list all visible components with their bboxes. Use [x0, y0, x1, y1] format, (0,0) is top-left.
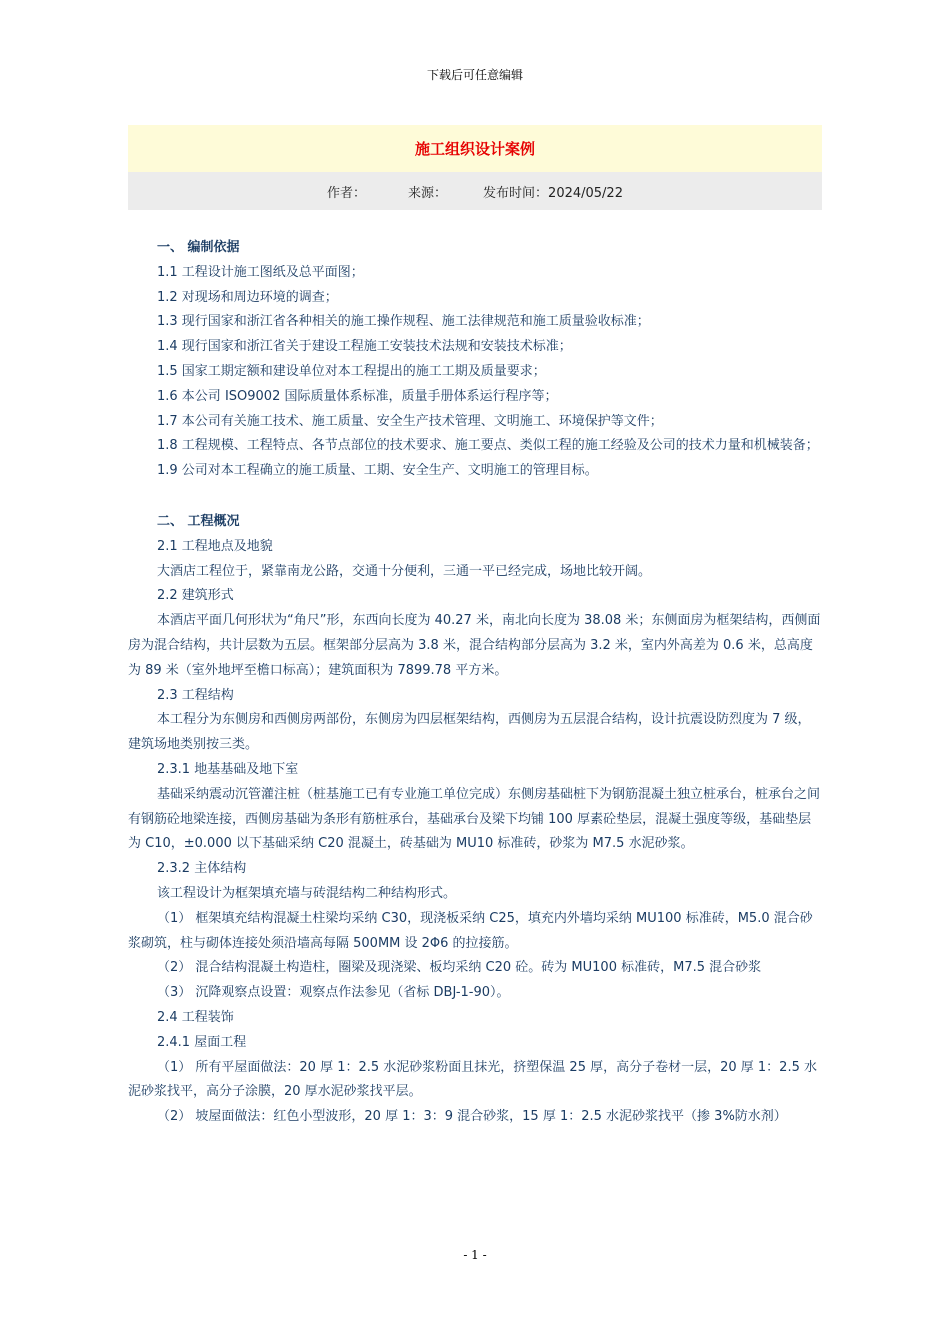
subheading: 2.4 工程装饰	[157, 1009, 234, 1025]
meta-band	[128, 172, 822, 210]
list-item: （2） 坡屋面做法：红色小型波形，20 厚 1：3：9 混合砂浆，15 厚 1：2.5 水泥砂浆找平（掺 3%防水剂）	[157, 1109, 787, 1125]
list-item: （1） 所有平屋面做法：20 厚 1：2.5 水泥砂浆粉面且抹光，挤塑保温 25 厚，高分子卷材一层，20 厚 1：2.5 水泥砂浆找平，高分子涂膜，20 厚水泥砂浆找平层。	[128, 1059, 817, 1100]
subheading: 2.3.1 地基基础及地下室	[157, 761, 299, 777]
document-body	[128, 236, 822, 1130]
list-item: 1.5 国家工期定额和建设单位对本工程提出的施工工期及质量要求；	[157, 363, 546, 379]
paragraph: 本工程分为东侧房和西侧房两部份，东侧房为四层框架结构，西侧房为五层混合结构，设计抗震设防烈度为 7 级，建筑场地类别按三类。	[128, 712, 811, 753]
subheading: 2.1 工程地点及地貌	[157, 538, 273, 554]
page-title: 施工组织设计案例	[414, 140, 535, 158]
subheading: 2.2 建筑形式	[157, 588, 234, 604]
list-item: 1.3 现行国家和浙江省各种相关的施工操作规程、施工法律规范和施工质量验收标准；	[157, 314, 650, 330]
list-item: （1） 框架填充结构混凝土柱梁均采纳 C30，现浇板采纳 C25，填充内外墙均采纳 MU100 标准砖，M5.0 混合砂浆砌筑，柱与砌体连接处须沿墙高每隔 500MM 设 2Φ6 的拉接筋。	[128, 910, 813, 951]
list-item: 1.2 对现场和周边环境的调查；	[157, 289, 338, 305]
subheading: 2.3.2 主体结构	[157, 861, 247, 877]
header-note: 下载后可任意编辑	[426, 68, 523, 82]
page-number: - 1 -	[463, 1248, 487, 1262]
paragraph: 该工程设计为框架填充墙与砖混结构二种结构形式。	[157, 885, 457, 901]
list-item: 1.6 本公司 ISO9002 国际质量体系标准，质量手册体系运行程序等；	[157, 388, 558, 404]
paragraph: 基础采纳震动沉管灌注桩（桩基施工已有专业施工单位完成）东侧房基础桩下为钢筋混凝土独立桩承台，桩承台之间有钢筋砼地梁连接，西侧房基础为条形有筋桩承台，基础承台及梁下均铺 100 厚素砼垫层，混凝土强度等级，基础垫层为 C10，±0.000 以下基础采纳 C20 混凝土，砖基础为 MU10 标准砖，砂浆为 M7.5 水泥砂浆。	[128, 786, 821, 852]
list-item: 1.4 现行国家和浙江省关于建设工程施工安装技术法规和安装技术标准；	[157, 339, 572, 355]
subheading: 2.3 工程结构	[157, 687, 234, 703]
list-item: 1.7 本公司有关施工技术、施工质量、安全生产技术管理、文明施工、环境保护等文件；	[157, 413, 663, 429]
section-heading-2: 二、 工程概况	[157, 513, 240, 529]
subheading: 2.4.1 屋面工程	[157, 1034, 247, 1050]
list-item: 1.9 公司对本工程确立的施工质量、工期、安全生产、文明施工的管理目标。	[157, 463, 598, 479]
title-band	[128, 125, 822, 172]
section-heading-1: 一、 编制依据	[157, 240, 240, 255]
list-item: 1.8 工程规模、工程特点、各节点部位的技术要求、施工要点、类似工程的施工经验及公司的技术力量和机械装备；	[157, 438, 819, 454]
meta-source: 来源：	[408, 185, 448, 201]
list-item: 1.1 工程设计施工图纸及总平面图；	[157, 264, 364, 280]
list-item: （2） 混合结构混凝土构造柱，圈梁及现浇梁、板均采纳 C20 砼。砖为 MU100 标准砖，M7.5 混合砂浆	[157, 960, 762, 976]
meta-author: 作者：	[327, 185, 367, 201]
list-item: （3） 沉降观察点设置：观察点作法参见（省标 DBJ-1-90）。	[157, 985, 510, 1001]
meta-published: 发布时间：2024/05/22	[483, 185, 623, 201]
paragraph: 大酒店工程位于，紧靠南龙公路，交通十分便利，三通一平已经完成，场地比较开阔。	[157, 563, 652, 579]
paragraph: 本酒店平面几何形状为“角尺”形，东西向长度为 40.27 米，南北向长度为 38.08 米；东侧面房为框架结构，西侧面房为混合结构，共计层数为五层。框架部分层高为 3.8 米，混合结构部分层高为 3.2 米，室内外高差为 0.6 米，总高度为 89 米（室外地坪至檐口标高）；建筑面积为 7899.78 平方米。	[128, 613, 821, 678]
